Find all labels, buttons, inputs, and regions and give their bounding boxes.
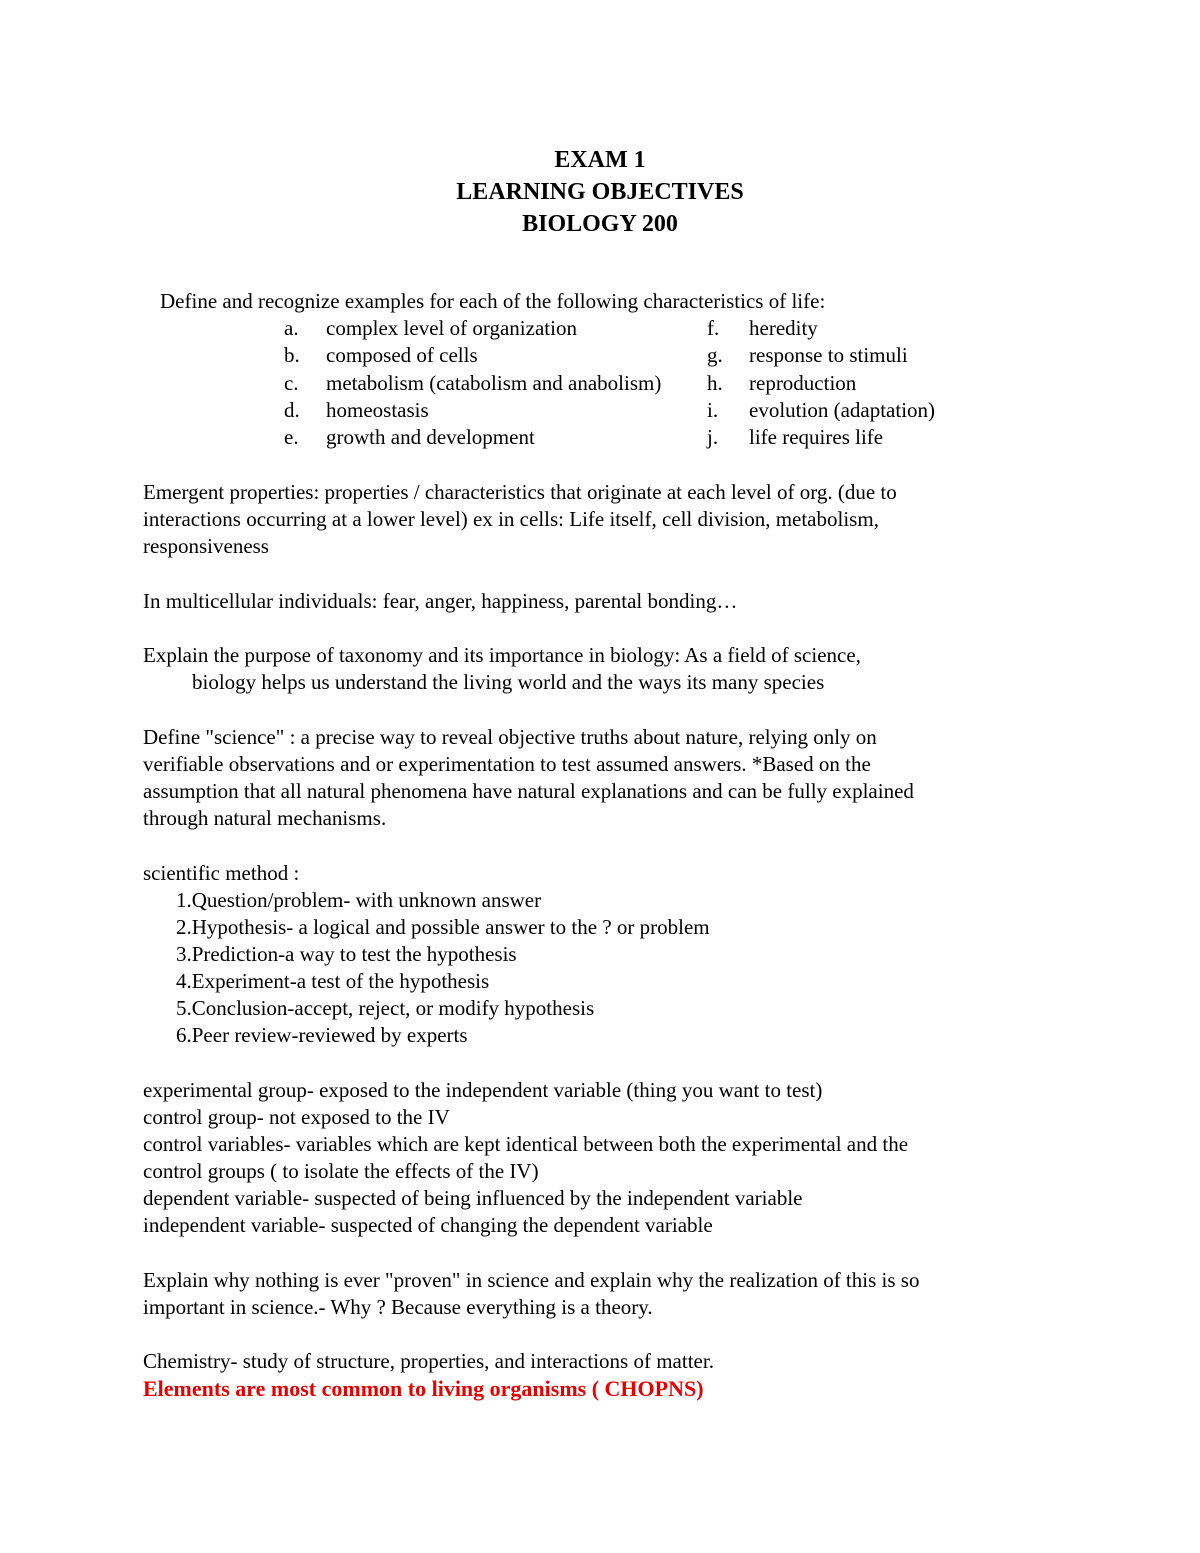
- exam-title: EXAM 1: [554, 147, 646, 173]
- science-definition: through natural mechanisms.: [143, 806, 387, 830]
- list-letter: b.: [284, 343, 300, 367]
- list-item: response to stimuli: [749, 343, 908, 367]
- list-item: evolution (adaptation): [749, 398, 936, 422]
- list-letter: c.: [284, 371, 299, 395]
- emergent-text: responsiveness: [143, 534, 269, 558]
- variable-definition: control group- not exposed to the IV: [143, 1105, 450, 1129]
- method-heading: scientific method :: [143, 861, 300, 885]
- characteristics-intro: Define and recognize examples for each of the following characteristics of life:: [160, 289, 826, 313]
- list-item: life requires life: [749, 425, 884, 449]
- science-definition: verifiable observations and or experimentation to test assumed answers. *Based on the: [143, 752, 871, 776]
- variable-definition: experimental group- exposed to the independent variable (thing you want to test): [143, 1078, 823, 1102]
- taxonomy-text: biology helps us understand the living world and the ways its many species: [192, 670, 825, 694]
- list-letter: j.: [707, 425, 719, 449]
- method-step: 3.Prediction-a way to test the hypothesis: [176, 942, 517, 966]
- variable-definition: control groups ( to isolate the effects of the IV): [143, 1159, 539, 1183]
- chemistry-definition: Chemistry- study of structure, properties, and interactions of matter.: [143, 1349, 714, 1373]
- variable-definition: independent variable- suspected of changing the dependent variable: [143, 1213, 713, 1237]
- course-title: BIOLOGY 200: [522, 211, 678, 237]
- method-step: 5.Conclusion-accept, reject, or modify hypothesis: [176, 996, 595, 1020]
- list-item: metabolism (catabolism and anabolism): [326, 371, 662, 395]
- emergent-text: Emergent properties: properties / characteristics that originate at each level of org. (due to: [143, 480, 897, 504]
- list-letter: e.: [284, 425, 299, 449]
- list-letter: h.: [707, 371, 723, 395]
- method-step: 1.Question/problem- with unknown answer: [176, 888, 542, 912]
- proven-text: important in science.- Why ? Because everything is a theory.: [143, 1295, 653, 1319]
- method-step: 2.Hypothesis- a logical and possible answer to the ? or problem: [176, 915, 710, 939]
- list-item: composed of cells: [326, 343, 478, 367]
- emergent-text: interactions occurring at a lower level) ex in cells: Life itself, cell division, metabolism,: [143, 507, 879, 531]
- list-letter: i.: [707, 398, 719, 422]
- objectives-title: LEARNING OBJECTIVES: [456, 179, 744, 205]
- list-item: homeostasis: [326, 398, 429, 422]
- list-letter: a.: [284, 316, 299, 340]
- list-item: heredity: [749, 316, 818, 340]
- taxonomy-text: Explain the purpose of taxonomy and its importance in biology: As a field of science,: [143, 643, 861, 667]
- multicellular-text: In multicellular individuals: fear, anger, happiness, parental bonding…: [143, 589, 738, 613]
- list-item: complex level of organization: [326, 316, 577, 340]
- science-definition: Define "science" : a precise way to reveal objective truths about nature, relying only on: [143, 725, 877, 749]
- method-step: 4.Experiment-a test of the hypothesis: [176, 969, 490, 993]
- variable-definition: control variables- variables which are kept identical between both the experimental and the: [143, 1132, 909, 1156]
- list-letter: g.: [707, 343, 723, 367]
- list-item: growth and development: [326, 425, 535, 449]
- list-letter: d.: [284, 398, 300, 422]
- list-letter: f.: [707, 316, 720, 340]
- science-definition: assumption that all natural phenomena have natural explanations and can be fully explained: [143, 779, 914, 803]
- list-item: reproduction: [749, 371, 857, 395]
- proven-text: Explain why nothing is ever "proven" in science and explain why the realization of this is so: [143, 1268, 920, 1292]
- method-step: 6.Peer review-reviewed by experts: [176, 1023, 468, 1047]
- elements-heading: Elements are most common to living organisms ( CHOPNS): [143, 1376, 704, 1401]
- variable-definition: dependent variable- suspected of being influenced by the independent variable: [143, 1186, 803, 1210]
